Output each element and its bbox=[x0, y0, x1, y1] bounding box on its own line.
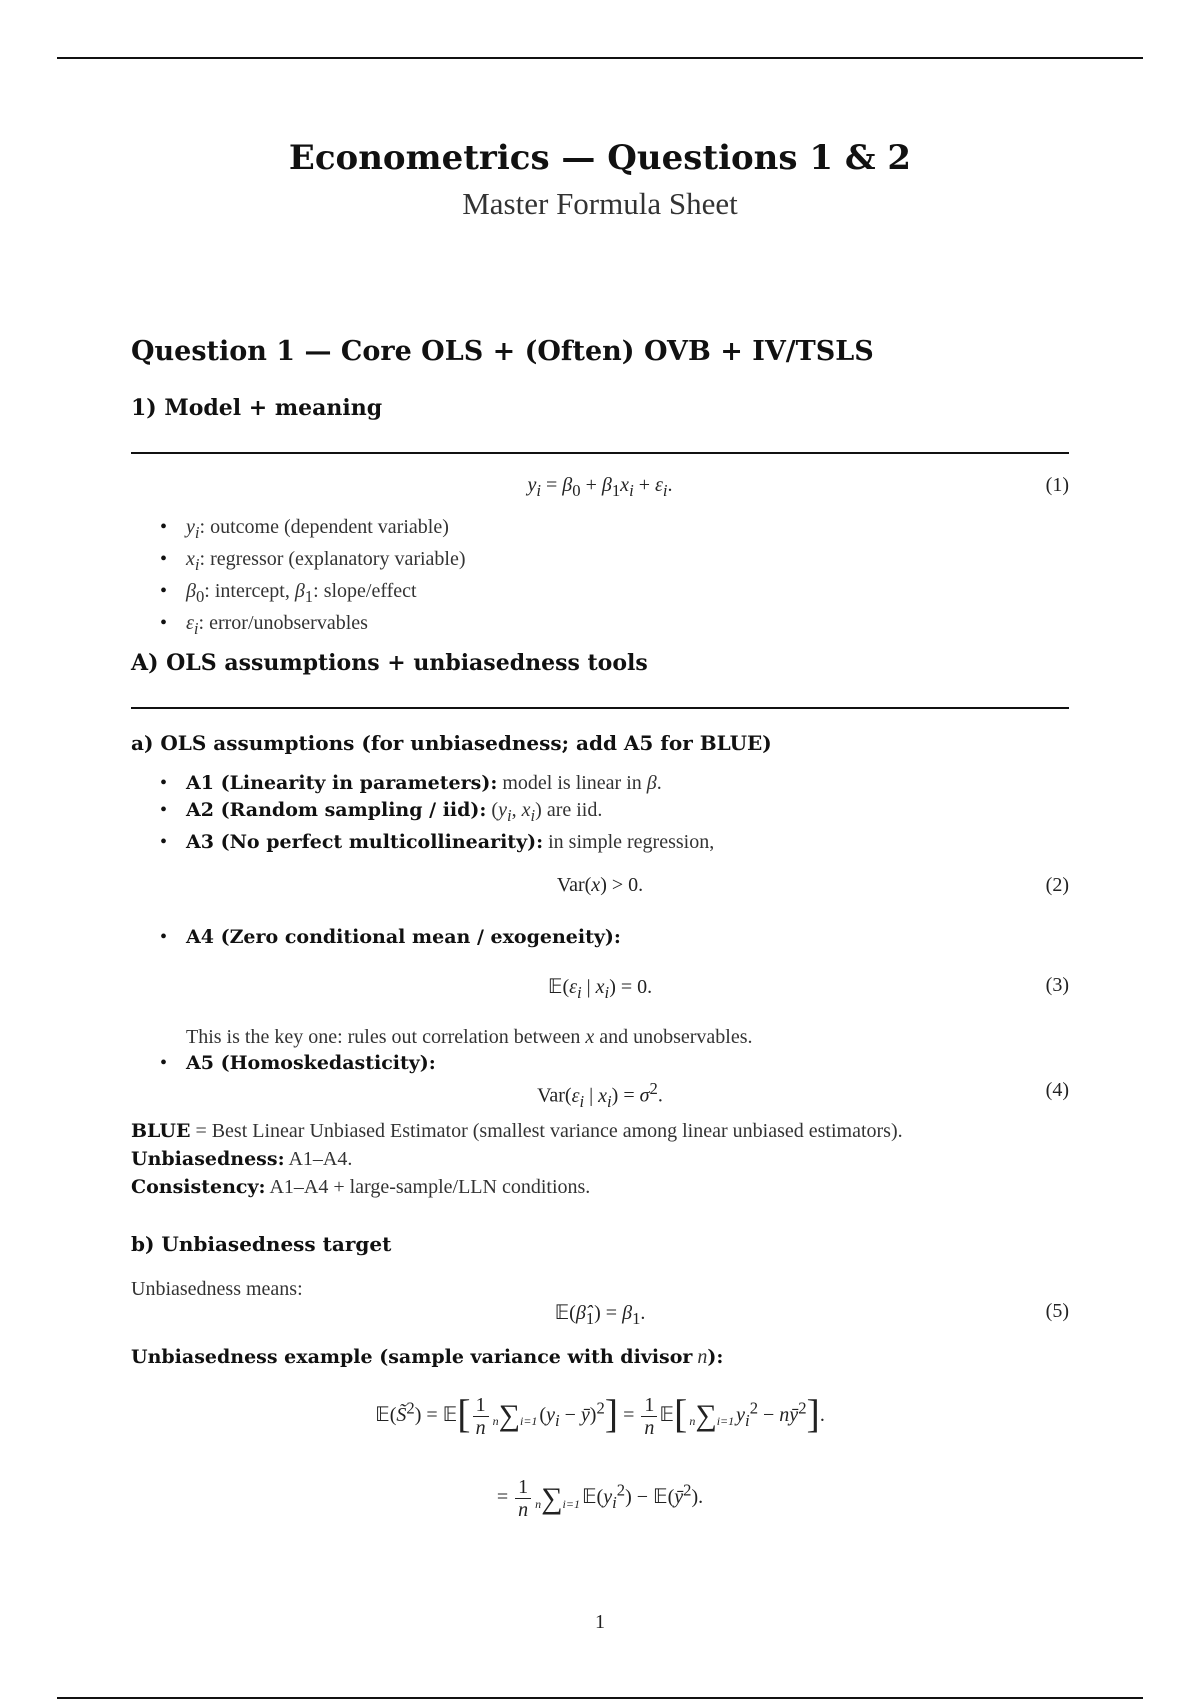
variance-derivation-line-2: = $\frac{1}{n}$ n∑i=1 $𝔼(y_i^2)$ − $𝔼(ȳ^2)$. bbox=[496, 1476, 704, 1521]
equation-1: $y_i = \beta_0 + \beta_1x_i + \varepsilon_i$. (1) bbox=[527, 474, 1069, 500]
list-item: • $y_i$: outcome (dependent variable) bbox=[160, 514, 466, 546]
section-a-rule bbox=[131, 707, 1069, 709]
model-variable-list bbox=[160, 514, 466, 642]
top-rule bbox=[57, 57, 1143, 59]
a4-note: This is the key one: rules out correlation between x and unobservables. bbox=[186, 1026, 753, 1048]
model-rule bbox=[131, 452, 1069, 454]
model-heading: 1) Model + meaning bbox=[131, 395, 383, 421]
document-subtitle: Master Formula Sheet bbox=[462, 186, 738, 221]
document-title: Econometrics — Questions 1 & 2 bbox=[288, 138, 912, 178]
sub-a-heading: a) OLS assumptions (for unbiasedness; add A5 for BLUE) bbox=[131, 731, 772, 755]
equation-4-number: (4) bbox=[1045, 1079, 1069, 1101]
assumption-a2: • A2 (Random sampling / iid): ($y_i$, $x_i$) are iid. bbox=[160, 797, 714, 829]
blue-definition: BLUE = Best Linear Unbiased Estimator (smallest variance among linear unbiased estimators). bbox=[131, 1120, 903, 1142]
question1-heading: Question 1 — Core OLS + (Often) OVB + IV/TSLS bbox=[131, 336, 874, 367]
equation-2: Var(x) > 0. (2) bbox=[556, 874, 1069, 896]
list-item: • $\beta_0$: intercept, $\beta_1$: slope/effect bbox=[160, 578, 466, 610]
equation-3: $𝔼(\varepsilon_i$ | $x_i) = 0$. (3) bbox=[547, 974, 1069, 1002]
assumption-a3: • A3 (No perfect multicollinearity): in simple regression, bbox=[160, 829, 714, 856]
equation-4: $Var(\varepsilon_i$ | $x_i) = \sigma^2$. (4) bbox=[537, 1079, 1069, 1111]
consistency-conditions: Consistency: A1–A4 + large-sample/LLN conditions. bbox=[131, 1176, 591, 1198]
equation-2-number: (2) bbox=[1045, 874, 1069, 896]
equation-5: $𝔼(\betâ_1) = \beta_1$. (5) bbox=[554, 1300, 1069, 1328]
page-number: 1 bbox=[595, 1611, 605, 1633]
variance-derivation-line-1: 𝔼(S̃$^2$) = 𝔼[ $\frac{1}{n}$ n∑i=1 ($y_i$ − ȳ)$^2$] = $\frac{1}{n}$ 𝔼[ n∑i=1 $y_i^2$ − $nȳ^2$]. bbox=[375, 1391, 825, 1439]
unbiasedness-means: Unbiasedness means: bbox=[131, 1278, 303, 1300]
list-item: • $x_i$: regressor (explanatory variable) bbox=[160, 546, 466, 578]
example-heading: Unbiasedness example (sample variance with divisor n): bbox=[131, 1346, 724, 1368]
unbiasedness-conditions: Unbiasedness: A1–A4. bbox=[131, 1148, 353, 1170]
assumptions-list-3 bbox=[160, 1050, 436, 1077]
assumption-a1: • A1 (Linearity in parameters): model is linear in β. bbox=[160, 770, 714, 797]
equation-3-number: (3) bbox=[1045, 974, 1069, 996]
assumptions-list-2 bbox=[160, 924, 621, 951]
bottom-rule bbox=[57, 1697, 1143, 1699]
sub-b-heading: b) Unbiasedness target bbox=[131, 1232, 392, 1256]
assumption-a5: • A5 (Homoskedasticity): bbox=[160, 1050, 436, 1077]
section-a-heading: A) OLS assumptions + unbiasedness tools bbox=[131, 650, 648, 676]
equation-5-number: (5) bbox=[1045, 1300, 1069, 1322]
list-item: • $\varepsilon_i$: error/unobservables bbox=[160, 610, 466, 642]
equation-1-number: (1) bbox=[1045, 474, 1069, 496]
assumption-a4: • A4 (Zero conditional mean / exogeneity): bbox=[160, 924, 621, 951]
assumptions-list-1 bbox=[160, 770, 714, 856]
